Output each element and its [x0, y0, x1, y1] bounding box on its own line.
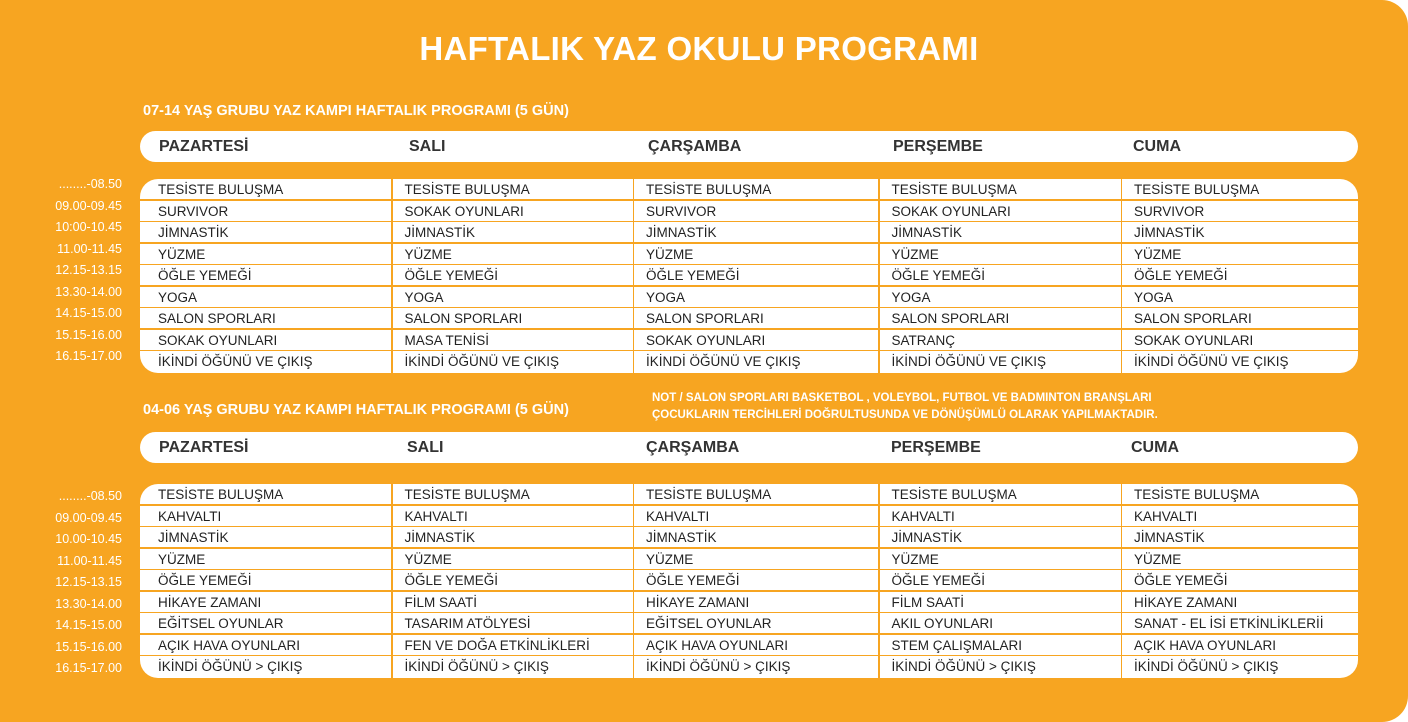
activity-cell-wednesday: SOKAK OYUNLARI: [634, 330, 878, 350]
day-wednesday: ÇARŞAMBA: [648, 138, 742, 155]
activity-cell-wednesday: JİMNASTİK: [634, 222, 878, 242]
time-column-7-14: [0, 174, 122, 368]
days-header-4-6: [140, 432, 1358, 463]
table-row: [140, 484, 1358, 506]
activity-cell-monday: İKİNDİ ÖĞÜNÜ > ÇIKIŞ: [140, 656, 391, 678]
note: [652, 390, 1158, 424]
activity-cell-friday: ÖĞLE YEMEĞİ: [1122, 570, 1358, 590]
activity-cell-friday: YÜZME: [1122, 549, 1358, 569]
activity-cell-tuesday: İKİNDİ ÖĞÜNÜ > ÇIKIŞ: [393, 656, 633, 678]
activity-cell-thursday: TESİSTE BULUŞMA: [880, 484, 1121, 504]
activity-cell-tuesday: SALON SPORLARI: [393, 308, 633, 328]
time-slot: ........-08.50: [58, 489, 122, 503]
schedule-grid-7-14: [140, 179, 1358, 373]
activity-cell-tuesday: SOKAK OYUNLARI: [393, 201, 633, 221]
day-tuesday: SALI: [409, 138, 446, 155]
time-slot: ........-08.50: [58, 177, 122, 191]
activity-cell-wednesday: İKİNDİ ÖĞÜNÜ VE ÇIKIŞ: [634, 351, 878, 373]
table-row: [140, 592, 1358, 614]
activity-cell-wednesday: SURVIVOR: [634, 201, 878, 221]
activity-cell-tuesday: YÜZME: [393, 549, 633, 569]
days-header-7-14: [140, 131, 1358, 162]
activity-cell-thursday: YÜZME: [880, 549, 1121, 569]
activity-cell-tuesday: TESİSTE BULUŞMA: [393, 484, 633, 504]
activity-cell-monday: EĞİTSEL OYUNLAR: [140, 613, 391, 633]
activity-cell-monday: TESİSTE BULUŞMA: [140, 179, 391, 199]
activity-cell-friday: SALON SPORLARI: [1122, 308, 1358, 328]
activity-cell-friday: JİMNASTİK: [1122, 527, 1358, 547]
activity-cell-thursday: İKİNDİ ÖĞÜNÜ VE ÇIKIŞ: [880, 351, 1121, 373]
activity-cell-tuesday: FEN VE DOĞA ETKİNLİKLERİ: [393, 635, 633, 655]
time-column-4-6: [0, 486, 122, 680]
activity-cell-tuesday: KAHVALTI: [393, 506, 633, 526]
activity-cell-wednesday: TESİSTE BULUŞMA: [634, 484, 878, 504]
activity-cell-friday: ÖĞLE YEMEĞİ: [1122, 265, 1358, 285]
table-row: [140, 570, 1358, 592]
time-slot: 16.15-17.00: [55, 661, 122, 675]
activity-cell-wednesday: EĞİTSEL OYUNLAR: [634, 613, 878, 633]
day-thursday: PERŞEMBE: [893, 138, 983, 155]
time-slot: 10:00-10.45: [55, 220, 122, 234]
day-monday: PAZARTESİ: [159, 439, 249, 456]
time-slot: 15.15-16.00: [55, 639, 122, 654]
day-wednesday: ÇARŞAMBA: [646, 439, 740, 456]
activity-cell-monday: AÇIK HAVA OYUNLARI: [140, 635, 391, 655]
activity-cell-friday: TESİSTE BULUŞMA: [1122, 179, 1358, 199]
activity-cell-thursday: SOKAK OYUNLARI: [880, 201, 1121, 221]
activity-cell-tuesday: İKİNDİ ÖĞÜNÜ VE ÇIKIŞ: [393, 351, 633, 373]
activity-cell-friday: KAHVALTI: [1122, 506, 1358, 526]
time-slot: 09.00-09.45: [55, 510, 122, 525]
activity-cell-friday: HİKAYE ZAMANI: [1122, 592, 1358, 612]
activity-cell-monday: YÜZME: [140, 244, 391, 264]
activity-cell-tuesday: TASARIM ATÖLYESİ: [393, 613, 633, 633]
time-slot: 15.15-16.00: [55, 327, 122, 342]
activity-cell-tuesday: YÜZME: [393, 244, 633, 264]
schedule-grid-4-6: [140, 484, 1358, 678]
table-row: [140, 222, 1358, 244]
activity-cell-thursday: JİMNASTİK: [880, 222, 1121, 242]
time-slot: 12.15-13.15: [55, 263, 122, 277]
activity-cell-thursday: ÖĞLE YEMEĞİ: [880, 265, 1121, 285]
time-slot: 14.15-15.00: [55, 306, 122, 320]
activity-cell-thursday: STEM ÇALIŞMALARI: [880, 635, 1121, 655]
time-slot: 14.15-15.00: [55, 618, 122, 632]
activity-cell-tuesday: JİMNASTİK: [393, 527, 633, 547]
activity-cell-wednesday: YÜZME: [634, 244, 878, 264]
activity-cell-thursday: ÖĞLE YEMEĞİ: [880, 570, 1121, 590]
table-row: [140, 527, 1358, 549]
time-slot: 13.30-14.00: [55, 284, 122, 299]
time-slot: 13.30-14.00: [55, 596, 122, 611]
table-row: [140, 330, 1358, 352]
table-row: [140, 549, 1358, 571]
activity-cell-wednesday: ÖĞLE YEMEĞİ: [634, 265, 878, 285]
activity-cell-thursday: YÜZME: [880, 244, 1121, 264]
time-slot: 10.00-10.45: [55, 532, 122, 546]
activity-cell-monday: ÖĞLE YEMEĞİ: [140, 570, 391, 590]
activity-cell-wednesday: JİMNASTİK: [634, 527, 878, 547]
activity-cell-friday: SURVIVOR: [1122, 201, 1358, 221]
activity-cell-friday: JİMNASTİK: [1122, 222, 1358, 242]
activity-cell-monday: SALON SPORLARI: [140, 308, 391, 328]
activity-cell-friday: YOGA: [1122, 287, 1358, 307]
activity-cell-wednesday: YÜZME: [634, 549, 878, 569]
activity-cell-monday: SURVIVOR: [140, 201, 391, 221]
activity-cell-thursday: TESİSTE BULUŞMA: [880, 179, 1121, 199]
activity-cell-monday: SOKAK OYUNLARI: [140, 330, 391, 350]
table-row: [140, 351, 1358, 373]
activity-cell-monday: İKİNDİ ÖĞÜNÜ VE ÇIKIŞ: [140, 351, 391, 373]
table-row: [140, 201, 1358, 223]
activity-cell-wednesday: ÖĞLE YEMEĞİ: [634, 570, 878, 590]
activity-cell-monday: YOGA: [140, 287, 391, 307]
time-slot: 09.00-09.45: [55, 198, 122, 213]
activity-cell-monday: TESİSTE BULUŞMA: [140, 484, 391, 504]
activity-cell-tuesday: ÖĞLE YEMEĞİ: [393, 570, 633, 590]
activity-cell-tuesday: TESİSTE BULUŞMA: [393, 179, 633, 199]
activity-cell-monday: ÖĞLE YEMEĞİ: [140, 265, 391, 285]
activity-cell-thursday: FİLM SAATİ: [880, 592, 1121, 612]
page-title: HAFTALIK YAZ OKULU PROGRAMI: [419, 30, 979, 67]
table-row: [140, 308, 1358, 330]
activity-cell-tuesday: MASA TENİSİ: [393, 330, 633, 350]
activity-cell-wednesday: KAHVALTI: [634, 506, 878, 526]
day-monday: PAZARTESİ: [159, 138, 249, 155]
day-thursday: PERŞEMBE: [891, 439, 981, 456]
activity-cell-friday: YÜZME: [1122, 244, 1358, 264]
activity-cell-friday: AÇIK HAVA OYUNLARI: [1122, 635, 1358, 655]
activity-cell-thursday: SALON SPORLARI: [880, 308, 1121, 328]
table-row: [140, 613, 1358, 635]
activity-cell-wednesday: İKİNDİ ÖĞÜNÜ > ÇIKIŞ: [634, 656, 878, 678]
note-line-1: NOT / SALON SPORLARI BASKETBOL , VOLEYBOL, FUTBOL VE BADMINTON BRANŞLARI: [652, 392, 1152, 404]
activity-cell-thursday: KAHVALTI: [880, 506, 1121, 526]
activity-cell-wednesday: TESİSTE BULUŞMA: [634, 179, 878, 199]
table-row: [140, 265, 1358, 287]
activity-cell-thursday: JİMNASTİK: [880, 527, 1121, 547]
activity-cell-monday: JİMNASTİK: [140, 222, 391, 242]
activity-cell-friday: TESİSTE BULUŞMA: [1122, 484, 1358, 504]
time-slot: 12.15-13.15: [55, 575, 122, 589]
activity-cell-friday: SOKAK OYUNLARI: [1122, 330, 1358, 350]
day-friday: CUMA: [1133, 138, 1181, 155]
day-friday: CUMA: [1131, 439, 1179, 456]
activity-cell-monday: HİKAYE ZAMANI: [140, 592, 391, 612]
activity-cell-thursday: YOGA: [880, 287, 1121, 307]
activity-cell-tuesday: FİLM SAATİ: [393, 592, 633, 612]
activity-cell-thursday: İKİNDİ ÖĞÜNÜ > ÇIKIŞ: [880, 656, 1121, 678]
activity-cell-wednesday: AÇIK HAVA OYUNLARI: [634, 635, 878, 655]
activity-cell-friday: SANAT - EL İSİ ETKİNLİKLERİİ: [1122, 613, 1358, 633]
activity-cell-friday: İKİNDİ ÖĞÜNÜ > ÇIKIŞ: [1122, 656, 1358, 678]
time-slot: 11.00-11.45: [57, 553, 122, 568]
table-row: [140, 287, 1358, 309]
group-title-7-14: 07-14 YAŞ GRUBU YAZ KAMPI HAFTALIK PROGRAMI (5 GÜN): [143, 103, 569, 119]
time-slot: 11.00-11.45: [57, 241, 122, 256]
table-row: [140, 244, 1358, 266]
activity-cell-wednesday: HİKAYE ZAMANI: [634, 592, 878, 612]
table-row: [140, 635, 1358, 657]
activity-cell-monday: JİMNASTİK: [140, 527, 391, 547]
activity-cell-monday: KAHVALTI: [140, 506, 391, 526]
table-row: [140, 656, 1358, 678]
table-row: [140, 179, 1358, 201]
group-title-4-6: 04-06 YAŞ GRUBU YAZ KAMPI HAFTALIK PROGRAMI (5 GÜN): [143, 402, 569, 418]
note-line-2: ÇOCUKLARIN TERCİHLERİ DOĞRULTUSUNDA VE DÖNÜŞÜMLÜ OLARAK YAPILMAKTADIR.: [652, 409, 1158, 421]
activity-cell-tuesday: YOGA: [393, 287, 633, 307]
day-tuesday: SALI: [407, 439, 444, 456]
table-row: [140, 506, 1358, 528]
activity-cell-thursday: AKIL OYUNLARI: [880, 613, 1121, 633]
activity-cell-thursday: SATRANÇ: [880, 330, 1121, 350]
activity-cell-wednesday: YOGA: [634, 287, 878, 307]
activity-cell-tuesday: ÖĞLE YEMEĞİ: [393, 265, 633, 285]
time-slot: 16.15-17.00: [55, 349, 122, 363]
activity-cell-friday: İKİNDİ ÖĞÜNÜ VE ÇIKIŞ: [1122, 351, 1358, 373]
activity-cell-tuesday: JİMNASTİK: [393, 222, 633, 242]
activity-cell-wednesday: SALON SPORLARI: [634, 308, 878, 328]
activity-cell-monday: YÜZME: [140, 549, 391, 569]
